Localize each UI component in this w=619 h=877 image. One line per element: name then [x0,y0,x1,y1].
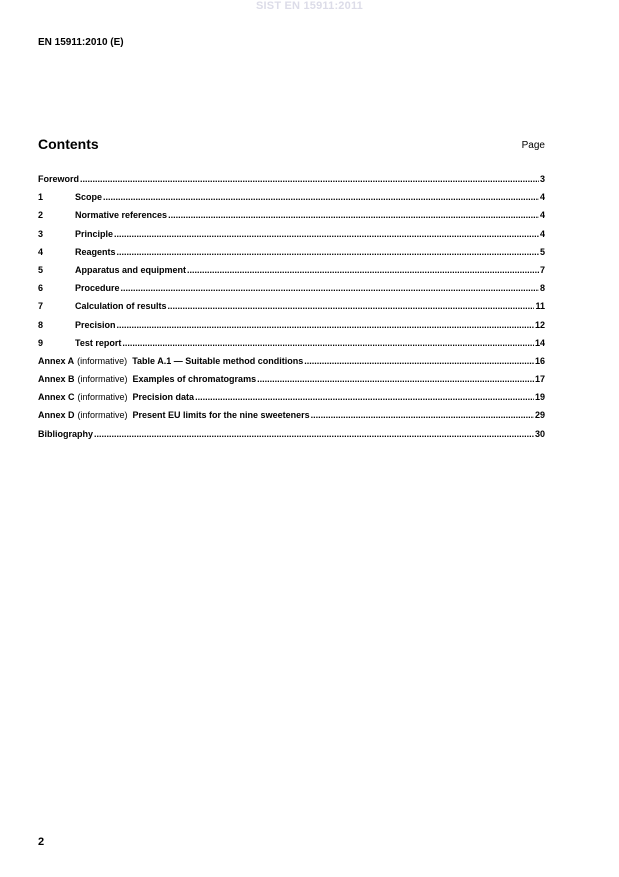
toc-entry-title: Precision [75,319,116,330]
toc-entry-page: 19 [534,392,545,403]
dot-leader [114,229,539,239]
toc-entry-precision[interactable] [38,320,545,338]
toc-entry-title: Bibliography [38,428,94,439]
toc-entry-page: 3 [539,174,545,184]
toc-annex-type: (informative) [77,374,128,385]
toc-entry-procedure[interactable] [38,283,545,301]
toc-entry-page: 4 [539,210,545,221]
toc-entry-number: 7 [38,301,44,312]
toc-annex-label: Annex C [38,392,75,403]
toc-entry-annex-b[interactable] [38,374,545,392]
toc-entry-title: Principle [75,228,114,239]
toc-entry-title: Calculation of results [75,301,167,312]
dot-leader [187,265,539,275]
toc-entry-page: 17 [534,374,545,385]
dot-leader [168,301,535,311]
toc-entry-apparatus[interactable] [38,265,545,283]
toc-entry-title: Normative references [75,210,168,221]
toc-entry-title: Reagents [75,246,116,257]
dot-leader [121,283,539,293]
toc-entry-page: 12 [534,319,545,330]
toc-annex-type: (informative) [77,392,128,403]
toc-entry-calculation[interactable] [38,301,545,319]
contents-heading: Contents [38,136,99,152]
toc-entry-annex-a[interactable] [38,356,545,374]
toc-entry-page: 14 [534,337,545,348]
toc-entry-page: 4 [539,228,545,239]
dot-leader [168,210,539,220]
dot-leader [122,338,534,348]
page-column-label: Page [521,140,545,151]
toc-entry-title: Examples of chromatograms [132,374,257,385]
dot-leader [94,429,534,439]
watermark: SIST EN 15911:2011 [256,0,363,12]
toc-entry-number: 6 [38,283,44,294]
toc-entry-title: Test report [75,337,122,348]
document-id: EN 15911:2010 (E) [38,37,124,48]
toc-entry-title: Precision data [132,392,195,403]
toc-entry-title: Scope [75,192,103,203]
toc-entry-number: 3 [38,228,44,239]
toc-entry-page: 5 [539,246,545,257]
dot-leader [311,410,534,420]
toc-annex-type: (informative) [77,355,128,366]
dot-leader [257,374,534,384]
toc-entry-page: 4 [539,192,545,203]
dot-leader [117,247,539,257]
dot-leader [103,192,539,202]
toc-entry-annex-c[interactable] [38,392,545,410]
toc-entry-number: 2 [38,210,44,221]
toc-entry-title: Procedure [75,283,120,294]
dot-leader [80,174,539,184]
toc-entry-title: Apparatus and equipment [75,264,187,275]
toc-entry-title: Table A.1 — Suitable method conditions [132,355,304,366]
toc-annex-label: Annex B [38,374,75,385]
dot-leader [195,392,534,402]
toc-entry-test-report[interactable] [38,338,545,356]
table-of-contents [38,174,545,447]
toc-entry-page: 30 [534,428,545,439]
toc-entry-reagents[interactable] [38,247,545,265]
toc-entry-principle[interactable] [38,229,545,247]
toc-entry-page: 7 [539,264,545,275]
toc-entry-number: 8 [38,319,44,330]
page-number: 2 [38,836,45,848]
toc-entry-number: 9 [38,337,44,348]
toc-entry-page: 29 [534,410,545,421]
toc-entry-bibliography[interactable] [38,429,545,447]
toc-entry-number: 5 [38,264,44,275]
toc-annex-label: Annex A [38,355,75,366]
toc-entry-number: 1 [38,192,44,203]
toc-entry-number: 4 [38,246,44,257]
toc-entry-normative-references[interactable] [38,210,545,228]
toc-entry-scope[interactable] [38,192,545,210]
toc-entry-page: 8 [539,283,545,294]
toc-entry-page: 11 [535,301,545,312]
toc-entry-title: Present EU limits for the nine sweeteners [132,410,310,421]
toc-annex-label: Annex D [38,410,75,421]
dot-leader [117,320,534,330]
toc-annex-type: (informative) [77,410,128,421]
toc-entry-title: Foreword [38,174,80,184]
toc-entry-annex-d[interactable] [38,410,545,428]
toc-entry-page: 16 [534,355,545,366]
toc-entry-foreword[interactable] [38,174,545,192]
dot-leader [304,356,534,366]
